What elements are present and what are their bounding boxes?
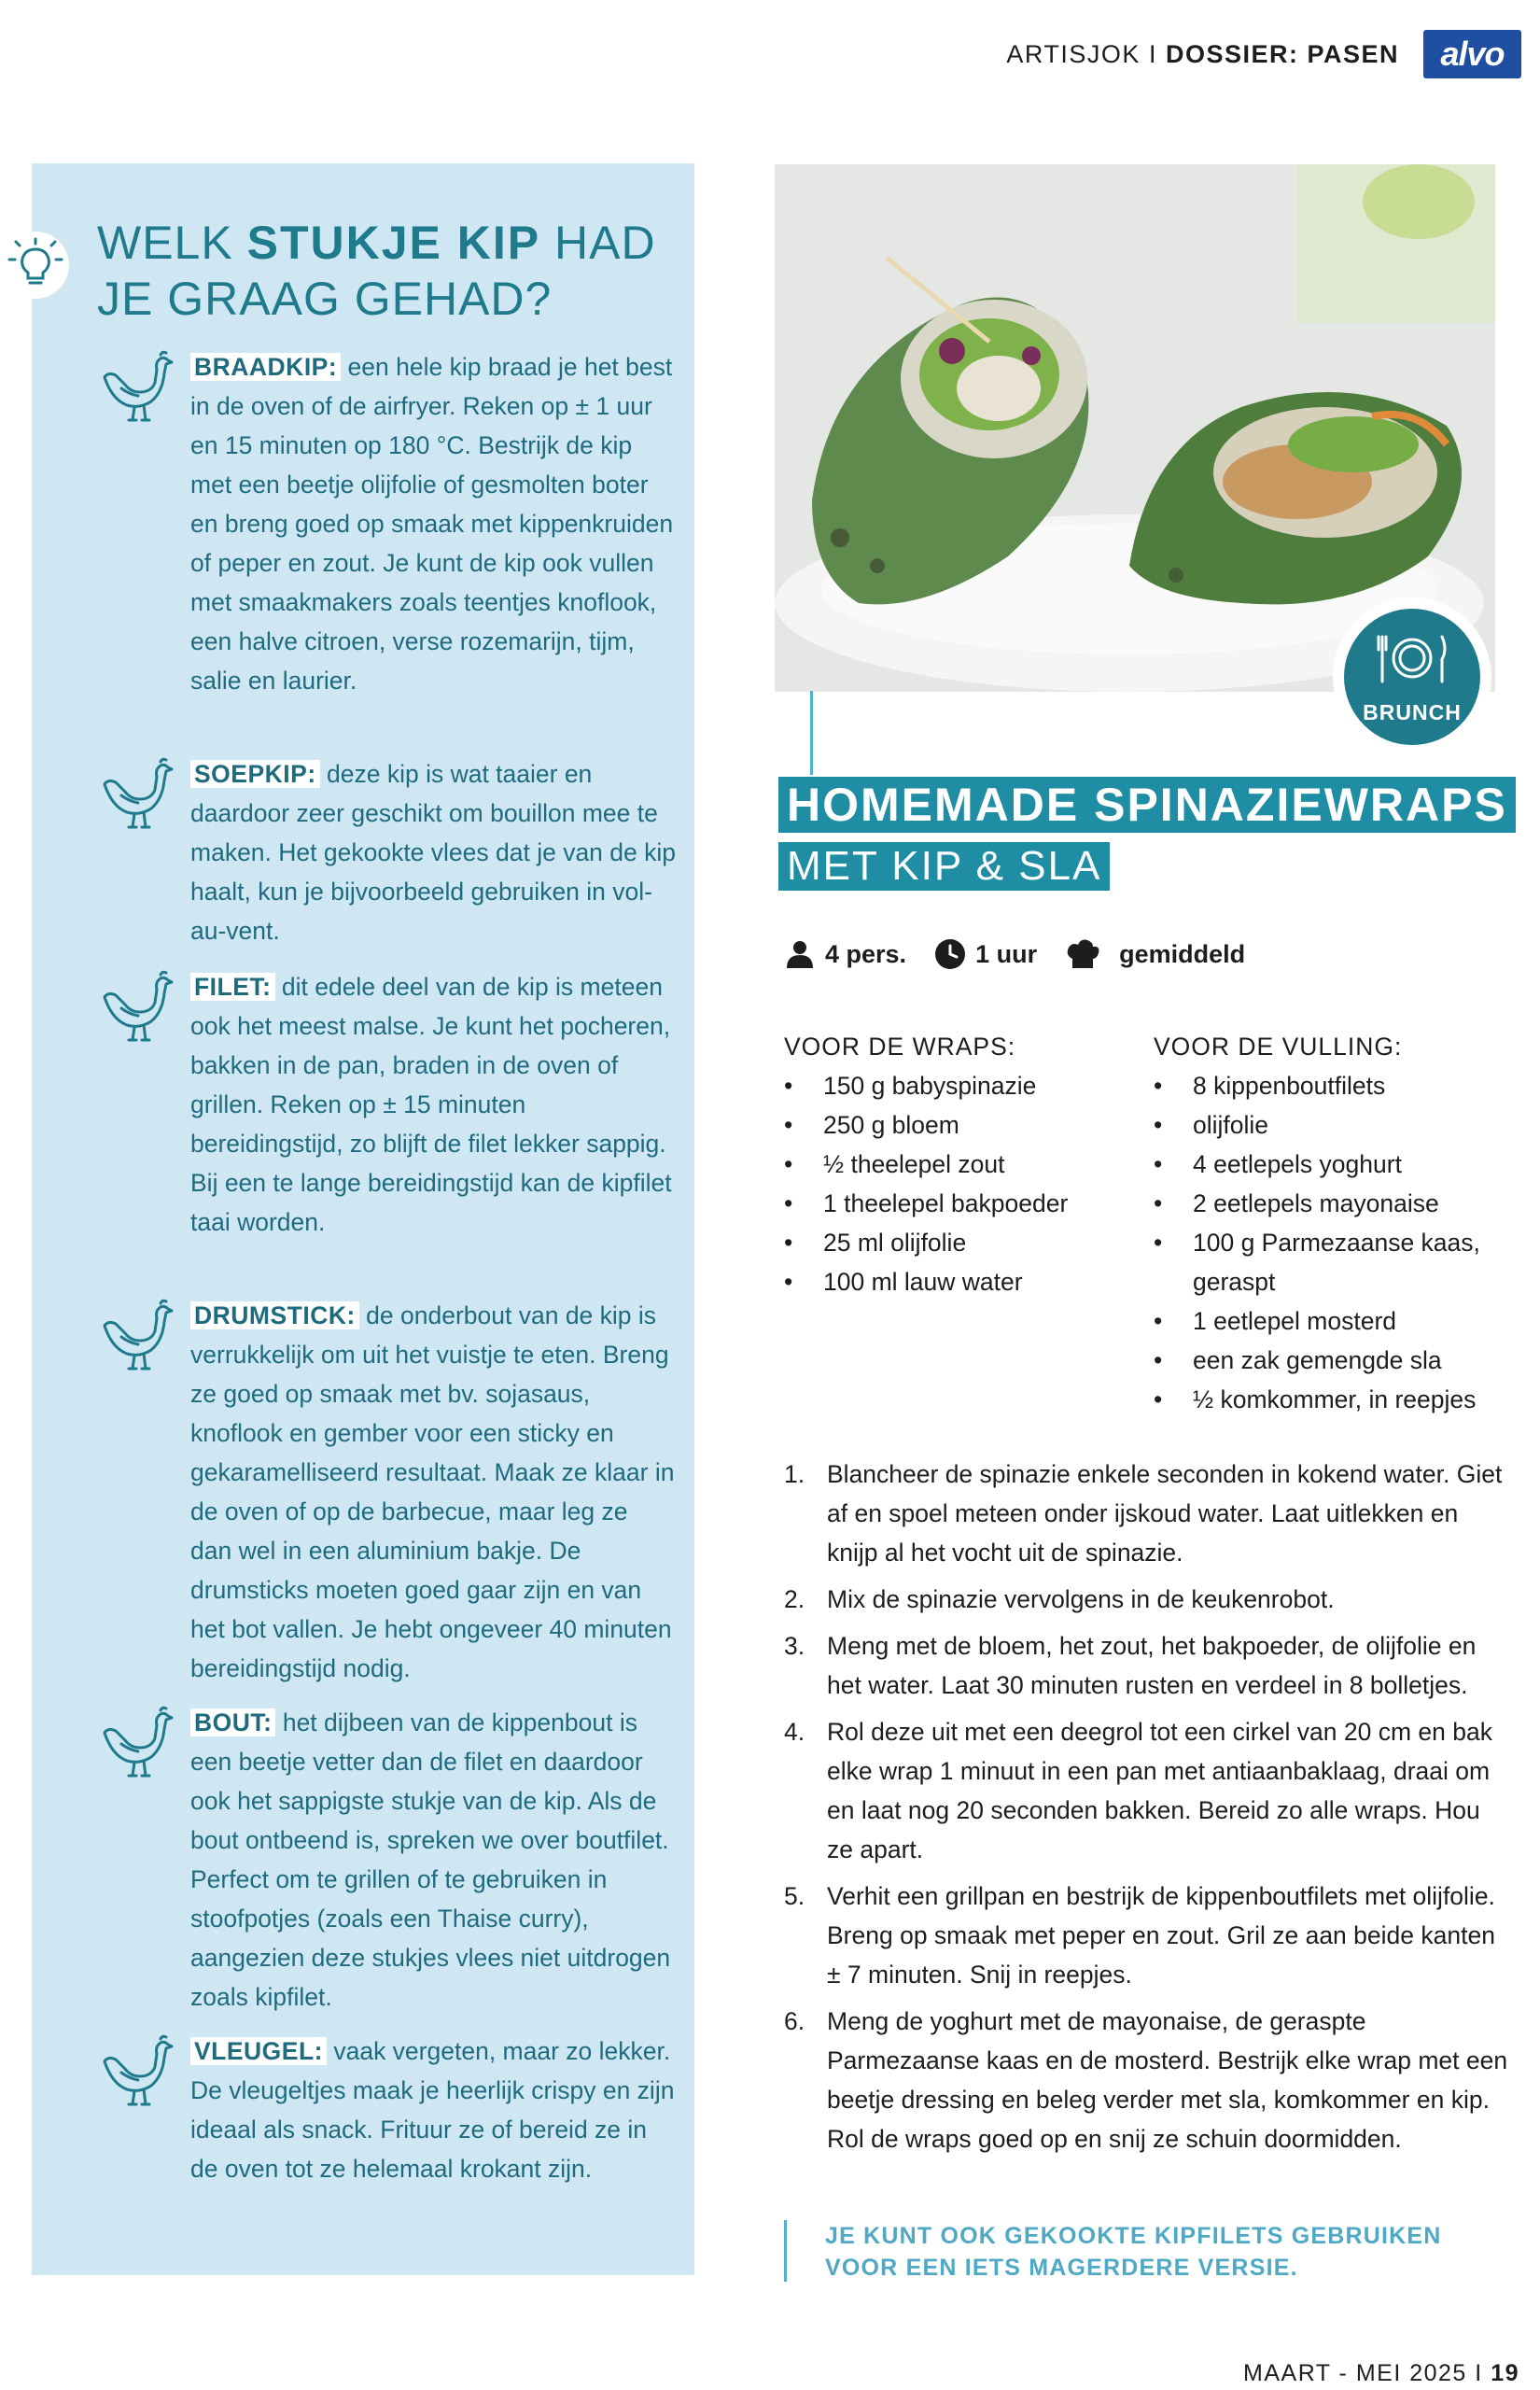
lightbulb-icon	[2, 232, 69, 299]
accent-line	[810, 691, 813, 775]
ingredient-item: • ½ theelepel zout	[784, 1145, 1139, 1184]
servings: 4 pers.	[784, 940, 906, 969]
chef-hat-icon	[1065, 938, 1100, 970]
ingredient-item: • 250 g bloem	[784, 1105, 1139, 1145]
chicken-icon	[97, 1296, 177, 1376]
step-item: 3. Meng met de bloem, het zout, het bakpoeder, de olijfolie en het water. Laat 30 minuten rusten en verdeel in 8 bolletjes.	[784, 1632, 1477, 1699]
plate-cutlery-icon	[1375, 626, 1449, 691]
page-footer: MAART - MEI 2025 I 19	[1243, 2360, 1519, 2386]
clock-icon	[934, 938, 966, 970]
ingredient-item: • 2 eetlepels mayonaise	[1154, 1184, 1527, 1223]
prep-time: 1 uur	[934, 938, 1037, 970]
chicken-icon	[97, 754, 177, 835]
ingredient-item: • 1 theelepel bakpoeder	[784, 1184, 1139, 1223]
ingredient-item: • 8 kippenboutfilets	[1154, 1066, 1527, 1105]
chicken-icon	[97, 2032, 177, 2112]
recipe-meta	[784, 938, 1273, 970]
ingredient-item: • 100 g Parmezaanse kaas, geraspt	[1154, 1223, 1527, 1301]
difficulty: gemiddeld	[1065, 938, 1245, 970]
step-item: 6. Meng de yoghurt met de mayonaise, de geraspte Parmezaanse kaas en de mosterd. Bestrijk elke wrap met een beetje dressing en beleg verder met sla, komkommer en kip. Rol de wraps goed op en snij ze schuin doormidden.	[784, 2007, 1508, 2153]
ingredient-item: • een zak gemengde sla	[1154, 1341, 1527, 1380]
step-item: 2. Mix de spinazie vervolgens in de keukenrobot.	[784, 1585, 1335, 1613]
breadcrumb: ARTISJOK I DOSSIER: PASEN	[1006, 39, 1399, 68]
ingredients-wraps: VOOR DE WRAPS: • 150 g babyspinazie • 250 g bloem • ½ theelepel zout • 1 theelepel bakpoeder • 25 ml olijfolie • 100 ml lauw water	[784, 1027, 1139, 1301]
step-item: 4. Rol deze uit met een deegrol tot een cirkel van 20 cm en bak elke wrap 1 minuut in een pan met antiaanbaklaag, draai om en laat nog 20 seconden bakken. Bereid zo alle wraps. Hou ze apart.	[784, 1718, 1492, 1863]
recipe-steps	[784, 1455, 1512, 2166]
recipe-tip-note: JE KUNT OOK GEKOOKTE KIPFILETS GEBRUIKEN VOOR EEN IETS MAGERDERE VERSIE.	[825, 2223, 1442, 2281]
recipe-subtitle: MET KIP & SLA	[778, 842, 1110, 891]
ingredient-item: • 150 g babyspinazie	[784, 1066, 1139, 1105]
page-header	[1006, 26, 1540, 82]
chicken-icon	[97, 967, 177, 1047]
chicken-icon	[97, 1703, 177, 1783]
note-accent-line	[784, 2220, 787, 2282]
recipe-title: HOMEMADE SPINAZIEWRAPS	[778, 777, 1516, 833]
step-item: 5. Verhit een grillpan en bestrijk de kippenboutfilets met olijfolie. Breng op smaak met peper en zout. Gril ze aan beide kanten ± 7 minuten. Snij in reepjes.	[784, 1882, 1495, 1989]
ingredient-item: • 25 ml olijfolie	[784, 1223, 1139, 1262]
chicken-icon	[97, 347, 177, 428]
ingredient-item: • ½ komkommer, in reepjes	[1154, 1380, 1527, 1419]
brunch-badge: BRUNCH	[1333, 598, 1491, 756]
ingredient-item: • 100 ml lauw water	[784, 1262, 1139, 1301]
ingredients-filling: VOOR DE VULLING: • 8 kippenboutfilets • olijfolie • 4 eetlepels yoghurt • 2 eetlepels mayonaise • 100 g Parmezaanse kaas, geraspt • 1 eetlepel mosterd • een zak gemengde sla • ½ komkommer, in reepjes	[1154, 1027, 1527, 1419]
person-icon	[784, 940, 816, 968]
tip-title: WELK STUKJE KIP HAD JE GRAAG GEHAD?	[97, 217, 656, 325]
ingredient-item: • olijfolie	[1154, 1105, 1527, 1145]
step-item: 1. Blancheer de spinazie enkele seconden in kokend water. Giet af en spoel meteen onder ijskoud water. Laat uitlekken en knijp al het vocht uit de spinazie.	[784, 1460, 1503, 1567]
ingredient-item: • 1 eetlepel mosterd	[1154, 1301, 1527, 1341]
ingredient-item: • 4 eetlepels yoghurt	[1154, 1145, 1527, 1184]
alvo-logo: alvo	[1423, 30, 1521, 78]
